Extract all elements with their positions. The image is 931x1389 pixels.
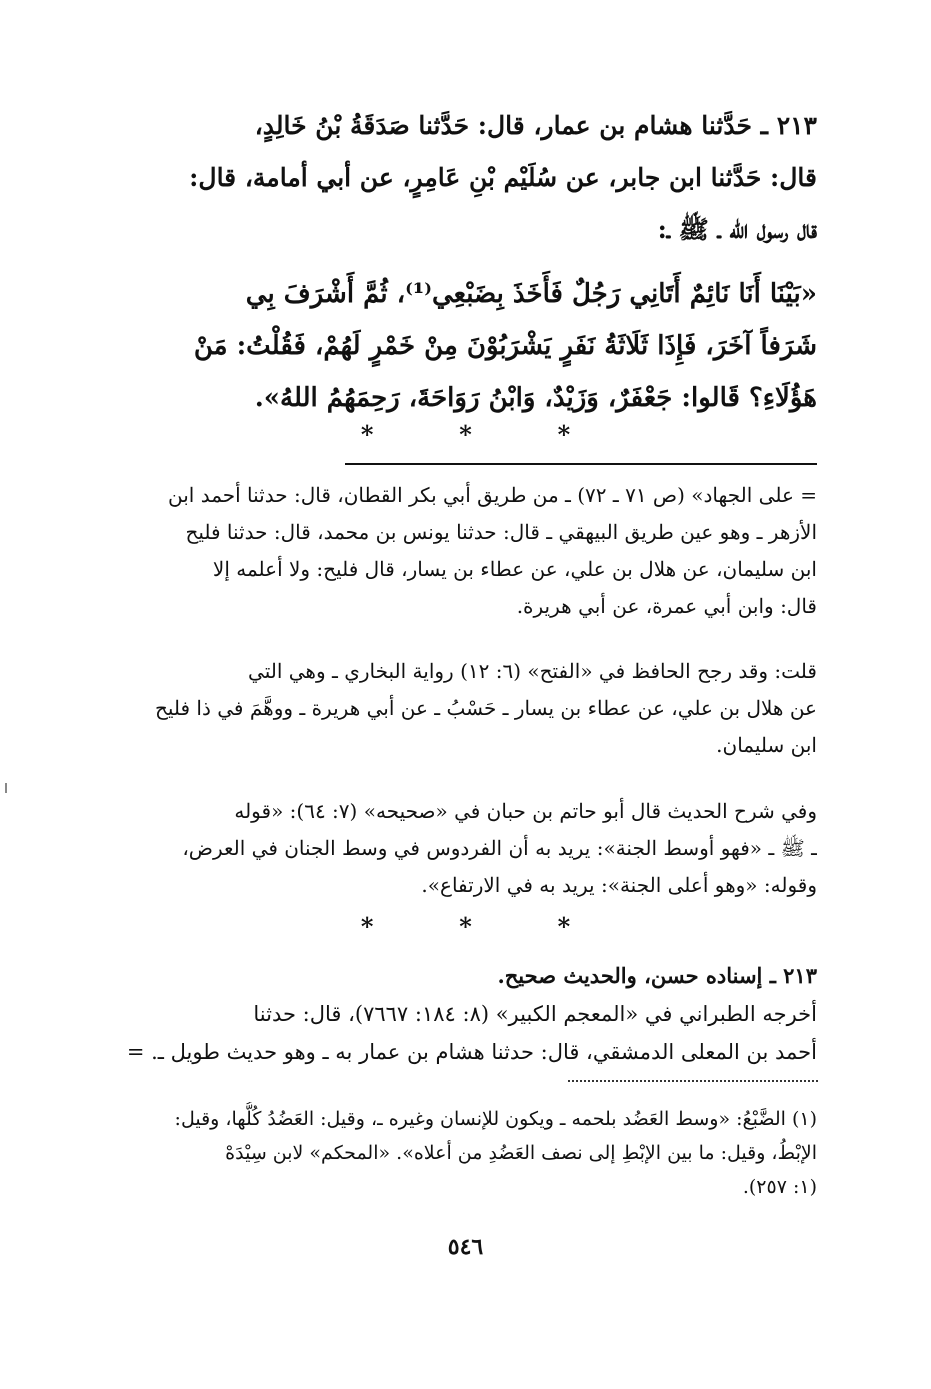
hadith-matn-line: شَرَفاً آخَرَ، فَإِذَا ثَلَاثَةُ نَفَرٍ يَشْرَبُوْنَ مِنْ خَمْرٍ لَهُمْ، فَقُلْتُ: مَنْ <box>193 331 817 361</box>
takhrij-line: أحمد بن المعلى الدمشقي، قال: حدثنا هشام بن عمار به ـ وهو حديث طويل ـ. = <box>126 1040 817 1064</box>
footnote-line: قال: وابن أبي عمرة، عن أبي هريرة. <box>516 594 817 618</box>
footnote-line: = على الجهاد» (ص ٧١ ـ ٧٢) ـ من طريق أبي بكر القطان، قال: حدثنا أحمد ابن <box>168 483 817 507</box>
note-line: الإبْطُ، وقيل: ما بين الإبْطِ إلى نصف العَضُدِ من أعلاه». «المحكم» لابن سِيْدَهْ <box>225 1142 817 1164</box>
footnote-line: قلت: وقد رجح الحافظ في «الفتح» (٦: ١٢) رواية البخاري ـ وهي التي <box>248 659 817 683</box>
note-line: (١: ٢٥٧). <box>742 1176 817 1198</box>
star-glyph: * <box>459 420 472 449</box>
star-glyph: * <box>557 912 571 941</box>
footnote-line: الأزهر ـ وهو عين طريق البيهقي ـ قال: حدثنا يونس بن محمد، قال: حدثنا فليح <box>185 520 817 544</box>
takhrij-line: أخرجه الطبراني في «المعجم الكبير» (٨: ١٨٤: ٧٦٦٧)، قال: حدثنا <box>253 1002 817 1026</box>
footnote-rule <box>345 463 817 465</box>
hadith-isnad <box>95 100 817 256</box>
takhrij-section <box>95 957 817 1071</box>
star-glyph: * <box>360 420 374 449</box>
hadith-isnad-line: قال: حَدَّثنا ابن جابر، عن سُلَيْم بْنِ عَامِرٍ، عن أبي أمامة، قال: <box>189 163 817 192</box>
star-glyph: * <box>557 420 571 449</box>
takhrij-heading: ٢١٣ ـ إسناده حسن، والحديث صحيح. <box>497 963 817 988</box>
hadith-matn-line: «بَيْنَا أَنَا نَائِمٌ أَتَانِي رَجُلٌ فَأَخَذَ بِضَبْعِي⁽¹⁾، ثُمَّ أَشْرَفَ بِي <box>245 279 817 309</box>
footnote-line: وقوله: «وهو أعلى الجنة»: يريد به في الارتفاع». <box>421 873 817 897</box>
star-glyph: * <box>459 912 472 941</box>
note-line: (١) الضَّبْعُ: «وسط العَضُد بلحمه ـ ويكون للإنسان وغيره ـ، وقيل: العَضُدُ كُلُّها، وقيل: <box>174 1108 817 1130</box>
footnote-line: وفي شرح الحديث قال أبو حاتم بن حبان في «صحيحه» (٧: ٦٤): «قوله <box>234 799 817 823</box>
footnote-paragraph <box>95 477 817 625</box>
margin-note <box>95 1102 817 1204</box>
footnote-line: عن هلال بن علي، عن عطاء بن يسار ـ حَسْبُ ـ عن أبي هريرة ـ ووهَّمَ في ذا فليح <box>154 696 817 720</box>
footnote-paragraph <box>95 793 817 904</box>
note-divider <box>568 1080 818 1082</box>
footnote-line: ابن سليمان. <box>716 733 817 757</box>
separator-stars <box>0 420 931 449</box>
hadith-isnad-line: ٢١٣ ـ حَدَّثنا هشام بن عمار، قال: حَدَّثنا صَدَقَةُ بْنُ خَالِدٍ، <box>254 111 817 140</box>
footnote-line: ـ ﷺ ـ «فهو أوسط الجنة»: يريد به أن الفردوس في وسط الجنان في العرض، <box>182 836 817 860</box>
footnote-paragraph <box>95 653 817 764</box>
star-glyph: * <box>360 912 374 941</box>
scan-edge-mark <box>5 783 7 793</box>
separator-stars <box>0 912 931 941</box>
hadith-matn-line: هَؤُلَاءِ؟ قَالوا: جَعْفَرٌ، وَزَيْدٌ، وَابْنُ رَوَاحَةَ، رَحِمَهُمُ اللهُ». <box>254 383 817 413</box>
footnote-line: ابن سليمان، عن هلال بن علي، عن عطاء بن يسار، قال فليح: ولا أعلمه إلا <box>212 557 817 581</box>
page-number: ٥٤٦ <box>447 1234 484 1260</box>
hadith-matn <box>95 268 817 424</box>
hadith-isnad-line: قال رسول الله ـ ﷺ ـ: <box>657 215 817 244</box>
